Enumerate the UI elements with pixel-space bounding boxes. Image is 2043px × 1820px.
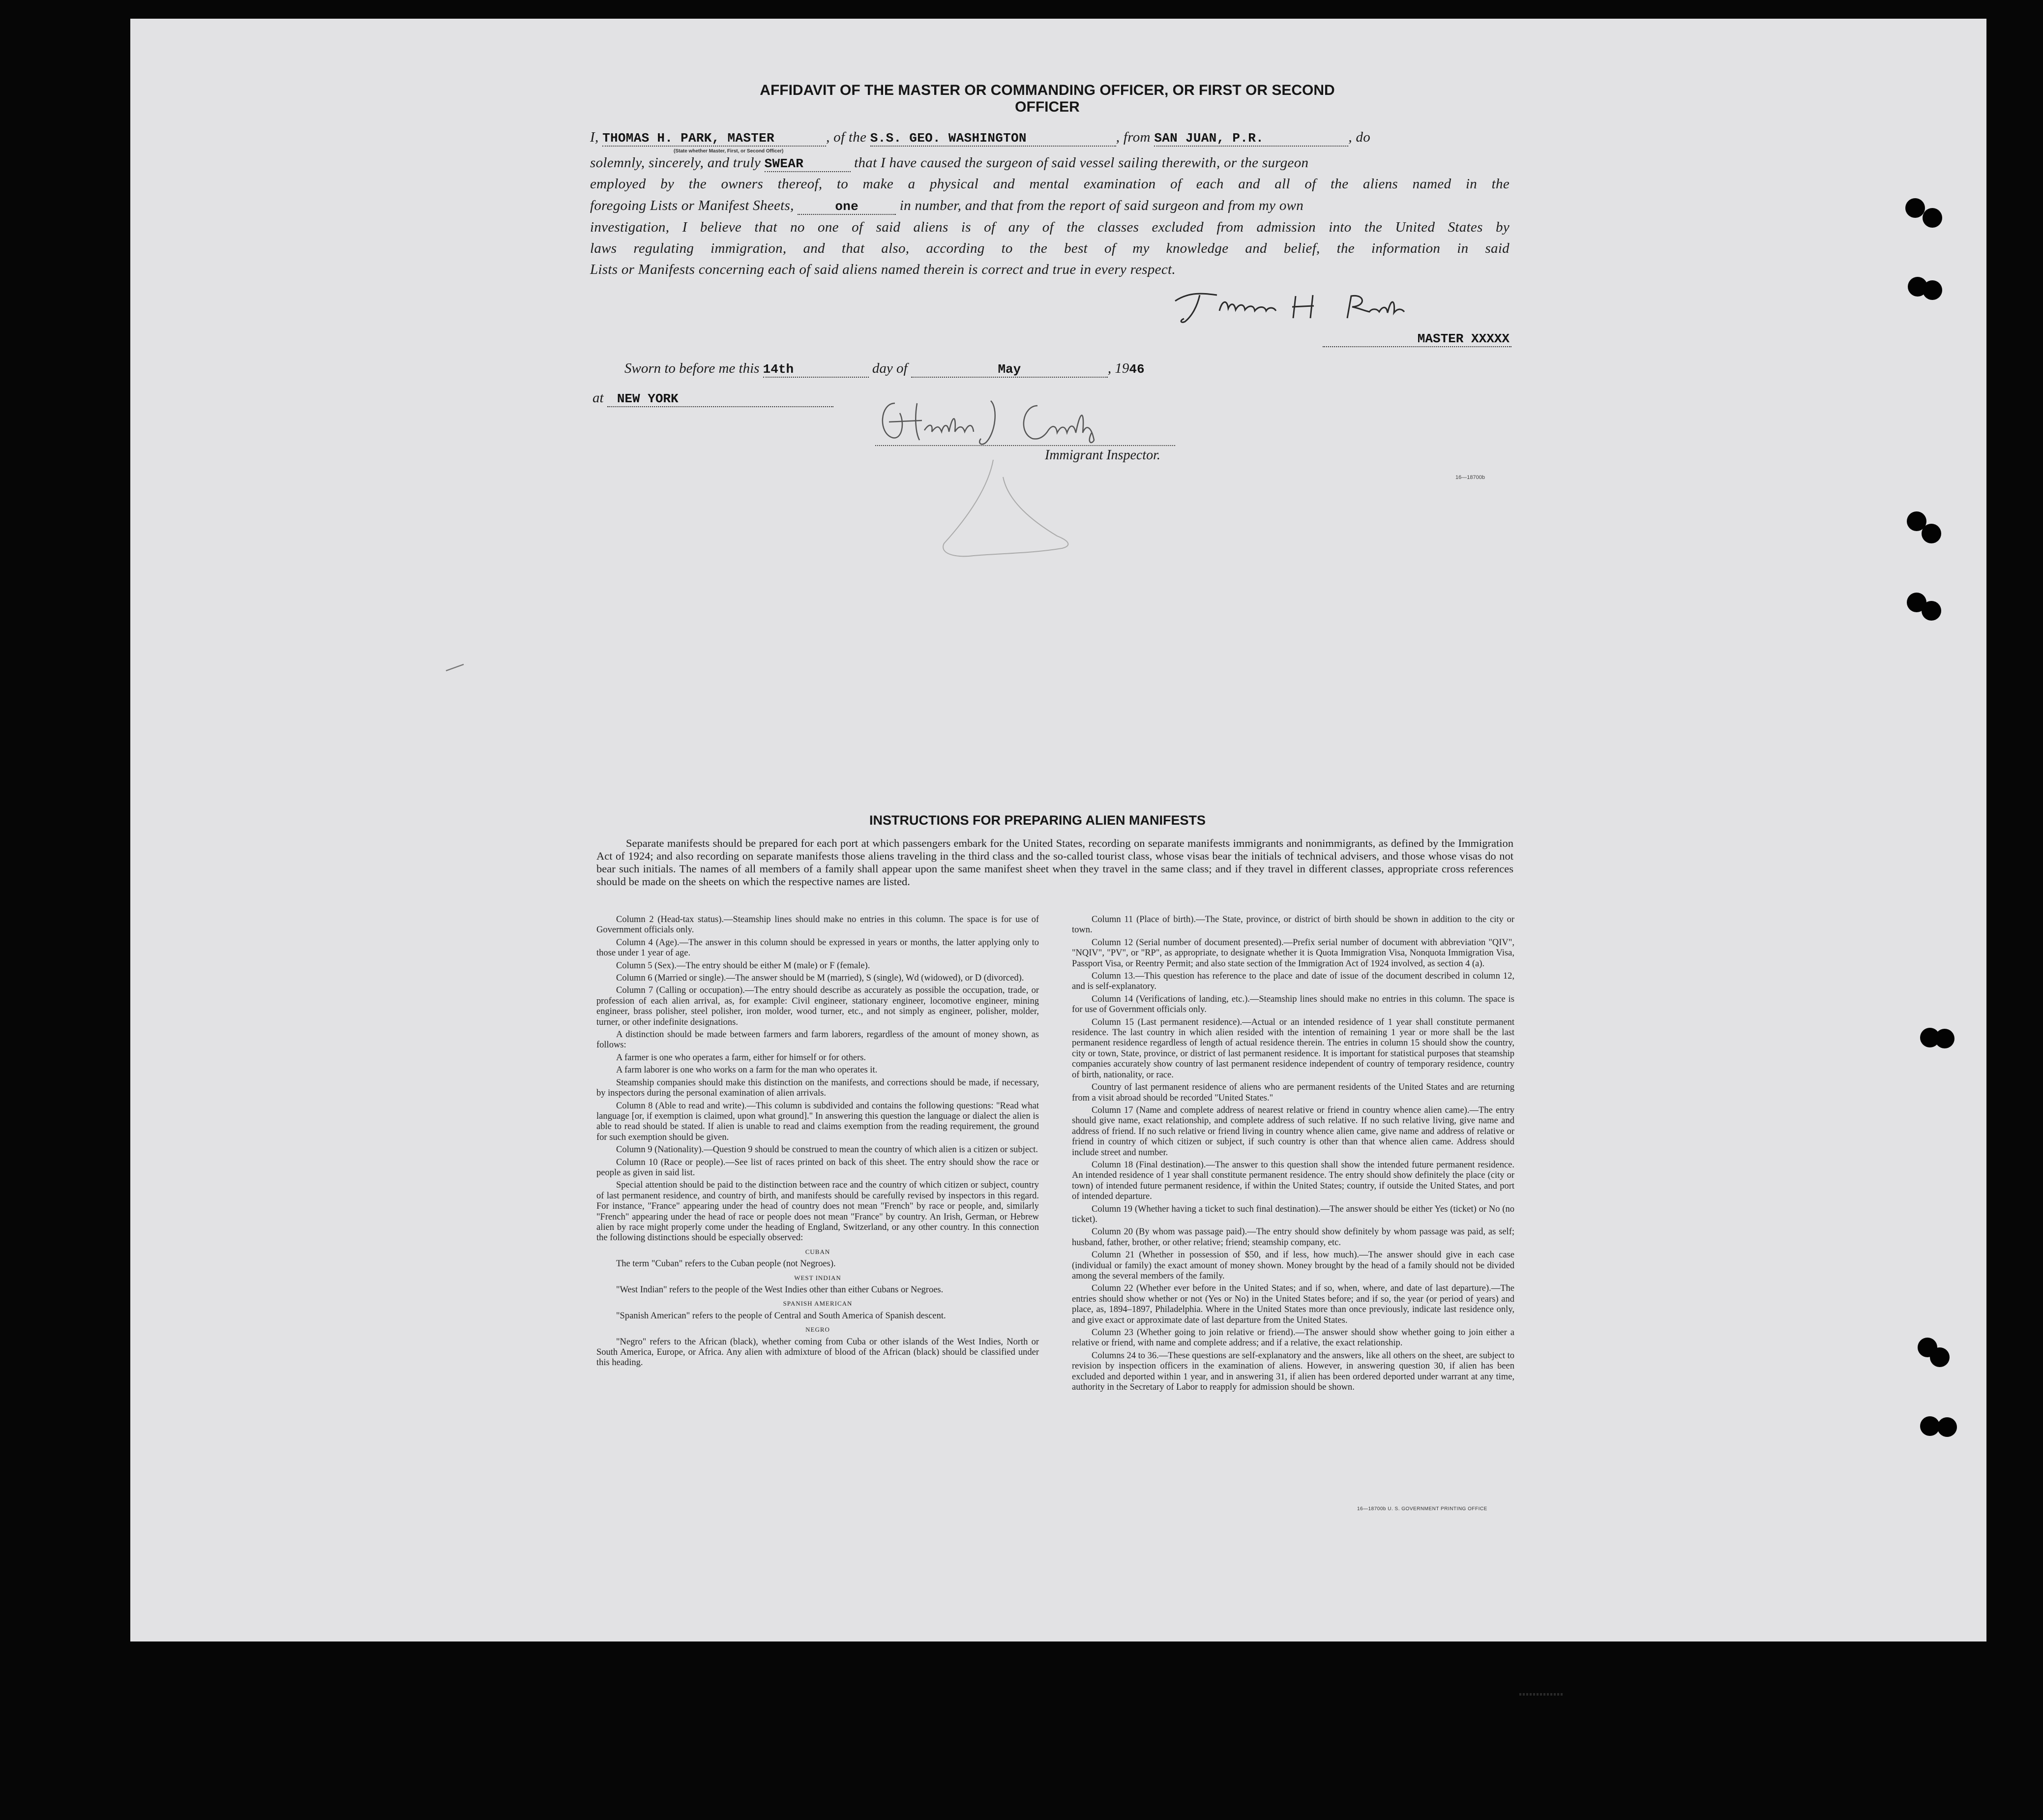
sworn-text: Sworn to before me this	[624, 360, 760, 376]
port-field: SAN JUAN, P.R.	[1154, 131, 1348, 147]
instruction-paragraph: Column 5 (Sex).—The entry should be either M (male) or F (female).	[616, 960, 870, 971]
affidavit-line-5: investigation, I believe that no one of said aliens is of any of the classes excluded from admission into the United States by	[590, 219, 1510, 235]
instruction-paragraph: Country of last permanent residence of aliens who are permanent residents of the United States and are returning from a visit abroad should be recorded "United States."	[1072, 1082, 1514, 1103]
instructions-right-column	[1072, 915, 1514, 1510]
affidavit-title: AFFIDAVIT OF THE MASTER OR COMMANDING OFFICER, OR FIRST OR SECOND OFFICER	[760, 82, 1335, 115]
instruction-paragraph: Column 19 (Whether having a ticket to such final destination).—The answer should be either Yes (ticket) or No (no ticket).	[1072, 1204, 1514, 1224]
instruction-paragraph: Column 14 (Verifications of landing, etc.).—Steamship lines should make no entries in this column. The space is for use of Government officials only.	[1072, 994, 1514, 1015]
affidavit-line-6: laws regulating immigration, and that also, according to the best of my knowledge and belief, the information in said	[590, 240, 1510, 256]
instruction-paragraph: "Spanish American" refers to the people of Central and South America of Spanish descent.	[616, 1311, 946, 1321]
instruction-paragraph: Column 11 (Place of birth).—The State, province, or district of birth should be shown in addition to the city or town.	[1072, 915, 1514, 935]
day-of-text: day of	[872, 360, 908, 376]
inspector-label: Immigrant Inspector.	[1045, 448, 1160, 463]
binder-hole	[1930, 1347, 1950, 1367]
affidavit-line-4	[590, 198, 1510, 215]
affidavit-line-1	[590, 129, 1510, 147]
binder-hole	[1935, 1029, 1954, 1048]
affidavit-line-2	[590, 155, 1510, 172]
binder-hole	[1922, 601, 1941, 621]
state-whether-note: (State whether Master, First, or Second Officer)	[674, 149, 784, 154]
instruction-paragraph: The term "Cuban" refers to the Cuban people (not Negroes).	[616, 1259, 836, 1269]
svg-text:Thomas H Park: Thomas H Park	[1170, 281, 1174, 282]
solemnly-text: solemnly, sincerely, and truly	[590, 155, 761, 171]
affidavit-line-3: employed by the owners thereof, to make a physical and mental examination of each and all of the aliens named in the	[590, 176, 1510, 192]
affidavit-line-7: Lists or Manifests concerning each of said aliens named therein is correct and true in every respect.	[590, 262, 1176, 277]
instruction-paragraph: Column 7 (Calling or occupation).—The entry should describe as accurately as possible the occupation, trade, or profession of each alien arrival, as, for example: Civil engineer, stationary engineer, locomotive engineer, mining engineer, brass polisher, steel polisher, iron molder, wood turner, etc., and not simply as engineer, polisher, molder, turner, or other indefinite designations.	[596, 985, 1039, 1027]
film-edge-mark	[1519, 1693, 1564, 1696]
instructions-left-column	[596, 915, 1039, 1510]
instruction-paragraph: A farm laborer is one who works on a farm for the man who operates it.	[616, 1065, 878, 1075]
master-signature	[1170, 281, 1446, 326]
instruction-paragraph: Column 22 (Whether ever before in the United States; and if so, when, where, and date of last departure).—The entries should show whether or not (Yes or No) in the United States before; and if so, the year (or period of years) and place, as, 1894–1897, Philadelphia. Where in the United States more than once previously, indicate last residence only, and give exact or approximate date of last departure from the United States.	[1072, 1283, 1514, 1325]
sworn-line	[624, 360, 1154, 378]
instruction-paragraph: Column 10 (Race or people).—See list of races printed on back of this sheet. The entry should show the race or people as given in said list.	[596, 1157, 1039, 1178]
stamp-mark	[934, 457, 1082, 570]
section-heading: NEGRO	[805, 1326, 830, 1334]
foregoing-text: foregoing Lists or Manifest Sheets,	[590, 198, 794, 213]
instruction-paragraph: Column 12 (Serial number of document presented).—Prefix serial number of document with abbreviation "QIV", "NQIV", "PV", or "RP", as appropriate, to designate whether it is Quota Immigration Visa, Nonquota Immigration Visa, Passport Visa, or Reentry Permit; and also state section of the Immigration Act of 1924 involved, as section 4 (a).	[1072, 937, 1514, 969]
section-heading: CUBAN	[805, 1248, 830, 1255]
vessel-name-field: S.S. GEO. WASHINGTON	[870, 131, 1116, 147]
at-text: at	[592, 390, 604, 406]
instruction-paragraph: Column 4 (Age).—The answer in this column should be expressed in years or months, the latter applying only to those under 1 year of age.	[596, 937, 1039, 958]
binder-hole	[1905, 198, 1925, 218]
binder-hole	[1922, 524, 1941, 543]
instructions-title: INSTRUCTIONS FOR PREPARING ALIEN MANIFESTS	[869, 813, 1206, 828]
binder-hole	[1937, 1417, 1957, 1437]
form-code: 16—18700b	[1455, 475, 1485, 480]
instruction-paragraph: Column 2 (Head-tax status).—Steamship lines should make no entries in this column. The space is for use of Government officials only.	[596, 915, 1039, 935]
instruction-paragraph: A farmer is one who operates a farm, either for himself or for others.	[616, 1052, 866, 1063]
instruction-paragraph: Column 13.—This question has reference to the place and date of issue of the document described in column 12, and is self-explanatory.	[1072, 971, 1514, 992]
instruction-paragraph: "West Indian" refers to the people of the West Indies other than either Cubans or Negroes.	[616, 1285, 944, 1295]
do-text: , do	[1348, 129, 1371, 145]
surgeon-text: that I have caused the surgeon of said vessel sailing therewith, or the surgeon	[854, 155, 1309, 171]
stray-mark	[445, 663, 465, 673]
instruction-paragraph: Column 21 (Whether in possession of $50, and if less, how much).—The answer should give in each case (individual or family) the exact amount of money shown. Money brought by the head of a family should not be divided among the several members of the family.	[1072, 1250, 1514, 1281]
instruction-paragraph: Columns 24 to 36.—These questions are self-explanatory and the answers, like all others on the sheet, are subject to revision by inspection officers in the examination of aliens. However, in answering question 30, if alien has been excluded and deported within 1 year, and in answering 31, if alien has been ordered deported under warrant at any time, authority in the Secretary of Labor to reapply for admission should be shown.	[1072, 1350, 1514, 1393]
instructions-intro: Separate manifests should be prepared for each port at which passengers embark for the United States, recording on separate manifests immigrants and nonimmigrants, as defined by the Immigration Act of 1924; and also recording on separate manifests those aliens traveling in the third class and the so-called tourist class, whose visas bear the initials of technical advisers, and those whose visas do not bear such initials. The names of all members of a family shall appear upon the same manifest sheet when they travel in the same class; and if they travel in different classes, appropriate cross references should be made on the sheets on which the respective names are listed.	[596, 837, 1513, 888]
at-line	[592, 390, 833, 407]
sworn-year-field: 46	[1129, 362, 1145, 377]
instruction-paragraph: Column 8 (Able to read and write).—This column is subdivided and contains the following questions: "Read what language [or, if exemption is claimed, upon what ground]." In answering this question the language or dialect the alien is able to read should be stated. If alien is unable to read and claims exemption from the reading requirement, the ground for such exemption should be given.	[596, 1101, 1039, 1142]
printing-office-footer: 16—18700b U. S. GOVERNMENT PRINTING OFFICE	[1357, 1506, 1487, 1512]
in-number-text: in number, and that from the report of said surgeon and from my own	[899, 198, 1304, 213]
section-heading: SPANISH AMERICAN	[783, 1300, 853, 1308]
instruction-paragraph: Column 17 (Name and complete address of nearest relative or friend in country whence alien came).—The entry should give name, exact relationship, and complete address of such relative. If no such relative living, give name and address of friend. If no such relative or friend living in country whence alien came, give name and address of relative or friend in country of which citizen or subject, if such country is other than that whence alien came. Address should include street and number.	[1072, 1105, 1514, 1158]
sworn-day-field: 14th	[763, 362, 869, 378]
inspector-signature-line	[875, 445, 1175, 446]
section-heading: WEST INDIAN	[794, 1274, 841, 1282]
instruction-paragraph: "Negro" refers to the African (black), whether coming from Cuba or other islands of the West Indies, North or South America, Europe, or Africa. Any alien with admixture of blood of the African (black) should be classified under this heading.	[596, 1337, 1039, 1368]
instruction-paragraph: A distinction should be made between farmers and farm laborers, regardless of the amount of money shown, as follows:	[596, 1030, 1039, 1050]
instruction-paragraph: Special attention should be paid to the distinction between race and the country of which citizen or subject, country of last permanent residence, and country of birth, and manifests should be carefully revised by inspectors in this regard. For instance, "France" appearing under the head of country does not mean "French" by race or people, and, similarly "French" appearing under the head of race or people does not mean "France" by country. An Irish, German, or Hebrew alien by race might properly come under the heading of England, Switzerland, or any other country. In this connection the following distinctions should be especially observed:	[596, 1180, 1039, 1243]
oath-field: SWEAR	[765, 156, 851, 172]
instruction-paragraph: Column 23 (Whether going to join relative or friend).—The answer should show whether going to join either a relative or friend, with name and complete address; and if a relative, the exact relationship.	[1072, 1328, 1514, 1348]
master-title-field: MASTER XXXXX	[1323, 331, 1511, 347]
svg-text:Herbert J. Conly: Herbert J. Conly	[875, 393, 879, 394]
sworn-month-field: May	[911, 362, 1108, 378]
instruction-paragraph: Column 18 (Final destination).—The answer to this question shall show the intended future permanent residence. An intended residence of 1 year shall constitute permanent residence. The entry should show definitely the place (city or town) of intended future permanent residence, if within the United States; country, if outside the United States, and port of intended departure.	[1072, 1160, 1514, 1202]
sheet-count-field: one	[798, 199, 896, 215]
instruction-paragraph: Column 20 (By whom was passage paid).—The entry should show definitely by whom passage was paid, as self; husband, father, brother, or other relative; friend; steamship company, etc.	[1072, 1227, 1514, 1248]
binder-hole	[1923, 280, 1942, 300]
binder-hole	[1920, 1416, 1940, 1436]
sworn-place-field: NEW YORK	[607, 391, 833, 407]
year-prefix: , 19	[1107, 360, 1129, 376]
binder-hole	[1923, 208, 1942, 228]
of-the-text: , of the	[826, 129, 867, 145]
officer-name-field: THOMAS H. PARK, MASTER	[602, 131, 826, 147]
instruction-paragraph: Steamship companies should make this distinction on the manifests, and corrections should be made, if necessary, by inspectors during the personal examination of alien arrivals.	[596, 1077, 1039, 1099]
affidavit-prefix: I,	[590, 129, 599, 145]
inspector-signature	[875, 393, 1151, 448]
instruction-paragraph: Column 9 (Nationality).—Question 9 should be construed to mean the country of which alien is a citizen or subject.	[616, 1145, 1038, 1155]
from-text: , from	[1116, 129, 1151, 145]
instruction-paragraph: Column 6 (Married or single).—The answer should be M (married), S (single), Wd (widowed), or D (divorced).	[616, 973, 1024, 984]
instruction-paragraph: Column 15 (Last permanent residence).—Actual or an intended residence of 1 year shall constitute permanent residence. The last country in which alien resided with the intention of remaining 1 year or more shall be the last permanent residence regardless of length of actual residence therein. The entries in column 15 should show the country, city or town, State, province, or district of last permanent residence. It is important for statistical purposes that steamship companies accurately show country of last permanent residence independent of country of temporary residence, country of birth, nationality, or race.	[1072, 1017, 1514, 1080]
